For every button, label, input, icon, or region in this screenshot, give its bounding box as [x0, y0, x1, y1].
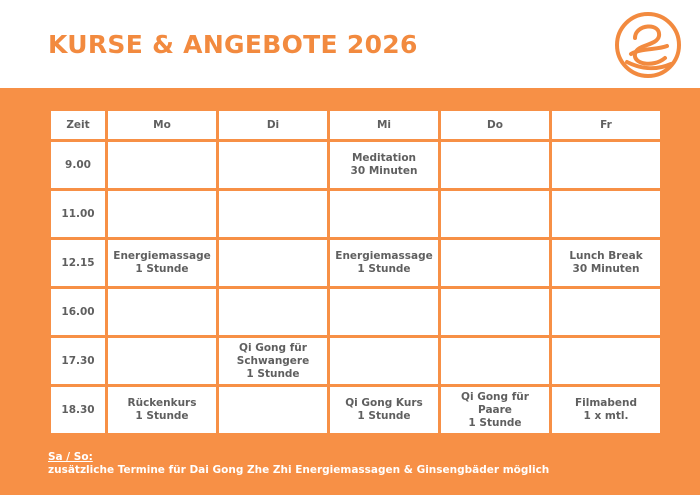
weekend-note — [48, 451, 549, 477]
schedule-cell — [219, 191, 327, 237]
schedule-cell — [441, 142, 549, 188]
table-header-row — [51, 111, 660, 139]
table-row — [51, 289, 660, 335]
time-cell: 18.30 — [51, 387, 105, 433]
schedule-cell — [108, 289, 216, 335]
schedule-cell: Qi Gong für Paare 1 Stunde — [441, 387, 549, 433]
schedule-cell — [441, 191, 549, 237]
time-cell: 16.00 — [51, 289, 105, 335]
schedule-cell: Lunch Break 30 Minuten — [552, 240, 660, 286]
schedule-cell: Rückenkurs 1 Stunde — [108, 387, 216, 433]
table-row — [51, 142, 660, 188]
column-header-day: Fr — [552, 111, 660, 139]
schedule-cell: Meditation 30 Minuten — [330, 142, 438, 188]
schedule-cell — [330, 191, 438, 237]
column-header-time: Zeit — [51, 111, 105, 139]
time-cell: 12.15 — [51, 240, 105, 286]
column-header-day: Mo — [108, 111, 216, 139]
schedule-cell — [441, 338, 549, 384]
time-cell: 11.00 — [51, 191, 105, 237]
header-band — [0, 0, 700, 88]
column-header-day: Di — [219, 111, 327, 139]
schedule-cell — [108, 191, 216, 237]
schedule-cell — [552, 289, 660, 335]
schedule-cell — [219, 387, 327, 433]
schedule-cell: Energiemassage 1 Stunde — [108, 240, 216, 286]
time-cell: 9.00 — [51, 142, 105, 188]
schedule-cell: Filmabend 1 x mtl. — [552, 387, 660, 433]
schedule-cell — [108, 338, 216, 384]
schedule-cell — [219, 240, 327, 286]
stylized-k-logo-icon — [613, 10, 683, 80]
schedule-cell — [552, 191, 660, 237]
schedule-cell: Qi Gong für Schwangere 1 Stunde — [219, 338, 327, 384]
schedule-cell: Qi Gong Kurs 1 Stunde — [330, 387, 438, 433]
page-title: KURSE & ANGEBOTE 2026 — [48, 30, 418, 59]
weekend-note-heading: Sa / So: — [48, 451, 93, 463]
schedule-cell — [552, 338, 660, 384]
table-row — [51, 338, 660, 384]
schedule-cell — [552, 142, 660, 188]
schedule-cell — [330, 289, 438, 335]
schedule-cell — [219, 289, 327, 335]
table-row — [51, 387, 660, 433]
schedule-cell: Energiemassage 1 Stunde — [330, 240, 438, 286]
schedule-table — [48, 108, 663, 436]
schedule-cell — [441, 240, 549, 286]
weekend-note-text: zusätzliche Termine für Dai Gong Zhe Zhi Energiemassagen & Ginsengbäder möglich — [48, 464, 550, 476]
column-header-day: Do — [441, 111, 549, 139]
table-row — [51, 240, 660, 286]
table-row — [51, 191, 660, 237]
schedule-cell — [108, 142, 216, 188]
schedule-cell — [441, 289, 549, 335]
schedule-cell — [330, 338, 438, 384]
time-cell: 17.30 — [51, 338, 105, 384]
schedule-cell — [219, 142, 327, 188]
column-header-day: Mi — [330, 111, 438, 139]
